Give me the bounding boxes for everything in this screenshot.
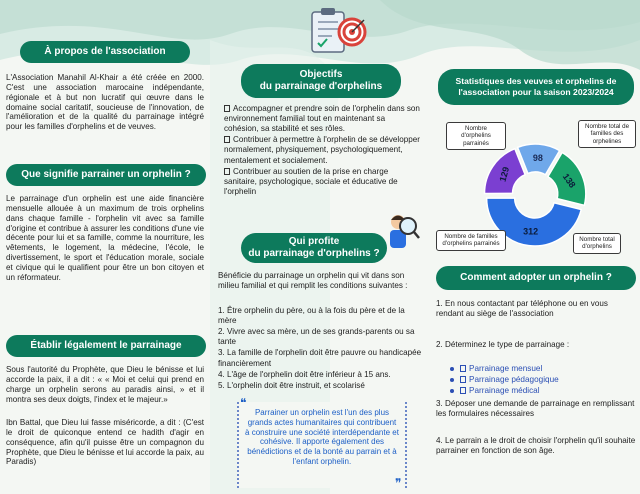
list-item: 1. Être orphelin du père, ou à la fois du père et de la mère	[218, 306, 405, 326]
list-item: 2. Vivre avec sa mère, un de ses grands-parents ou sa tante	[218, 327, 415, 347]
adopt-step-1: 1. En nous contactant par téléphone ou en vous rendant au siège de l'association	[436, 299, 608, 318]
beneficiary-heading: Qui profite du parrainage d'orphelins ?	[241, 233, 387, 263]
adopt-heading: Comment adopter un orphelin ?	[436, 266, 636, 290]
chart-data-label: 129	[497, 165, 512, 183]
left-panel	[0, 0, 210, 494]
adopt-step-4: 4. Le parrain a le droit de choisir l'orphelin qu'il souhaite parrainer en fonction de son âge.	[436, 436, 636, 455]
chart-data-label: 138	[560, 171, 578, 190]
chart-label-total-orphans: Nombre total d'orphelins	[573, 233, 621, 254]
legal-text-2: Ibn Battal, que Dieu lui fasse miséricorde, a dit : (C'est le droit de quiconque entend ce hadith d'agir en conséquence, afin qu'il puisse être un compagnon du Prophète, que Dieu le bénisse et lui accorde la paix, au Paradis)	[6, 418, 204, 467]
about-text: L'Association Manahil Al-Khair a été créée en 2000. C'est une association marocaine indépendante, régionale et à but non lucratif qui œuvre dans le domaine social caritatif, soucieuse de l'innovation, de l'amélioration et de la qualité du parrainage intégré pour les familles d'orphelins et de veuves.	[6, 73, 204, 132]
adopt-step-2: 2. Déterminez le type de parrainage :	[436, 340, 570, 349]
chart-label-orphans-sponsored: Nombre d'orphelins parrainés	[446, 122, 506, 150]
clipboard-target-icon	[310, 6, 368, 58]
quote-close-icon: ❞	[395, 476, 402, 490]
list-item: Contribuer au soutien de la prise en charge sanitaire, psychologique, sociale et éducative de l'orphelin	[224, 166, 398, 196]
meaning-text: Le parrainage d'un orphelin est une aide financière mensuelle allouée à un maximum de trois orphelins dans chaque famille - l'orphelin vit avec sa famille d'origine et contribue à assurer les conditions d'une vie décente pour lui et sa famille, comme la nourriture, les vêtements, le logement, la médecine, l'école, le divertissement, le sport et l'éducation morale, sociale et civique qui le qualifient pour être un bon citoyen et un réformateur.	[6, 194, 204, 282]
list-item: Parrainage médical	[450, 385, 559, 396]
list-item: Parrainage mensuel	[450, 363, 559, 374]
chart-label-families-sponsored: Nombre de familles d'orphelins parrainés	[436, 230, 506, 251]
meaning-heading: Que signifie parrainer un orphelin ?	[6, 164, 206, 186]
objectives-list	[224, 104, 420, 198]
adopt-step-3: 3. Déposer une demande de parrainage en remplissant les formulaires nécessaires	[436, 399, 635, 418]
legal-heading: Établir légalement le parrainage	[6, 335, 206, 357]
chart-label-total-families: Nombre total de familles des orphelines	[578, 120, 636, 148]
objectives-heading: Objectifs du parrainage d'orphelins	[241, 64, 401, 98]
list-item: Contribuer à permettre à l'orphelin de se développer normalement, physiquement, psychologiquement, mentalement et socialement.	[224, 135, 420, 165]
chart-data-label: 98	[532, 153, 543, 164]
stats-heading: Statistiques des veuves et orphelins de l'association pour la saison 2023/2024	[438, 69, 634, 105]
legal-text-1: Sous l'autorité du Prophète, que Dieu le bénisse et lui accorde la paix, il a dit : « « Moi et celui qui prend en charge un orphelin serons au paradis ainsi, » et il montra ses deux doigts, l'index et le majeur.»	[6, 365, 204, 404]
list-item: 4. L'âge de l'orphelin doit être inférieur à 15 ans.	[218, 369, 391, 379]
list-item: Parrainage pédagogique	[450, 374, 559, 385]
quote-text: Parrainer un orphelin est l'un des plus grands actes humanitaires qui contribuent à construire une société interdépendante et cohésive. Il apporte également des bénédictions et de la bonté au parrain et à l'enfant orphelin.	[245, 408, 399, 466]
about-heading: À propos de l'association	[20, 41, 190, 63]
person-magnifier-icon	[386, 212, 420, 250]
conditions-list	[218, 306, 422, 392]
list-item: Accompagner et prendre soin de l'orphelin dans son environnement familial tout en maintenant sa cohésion, sa stabilité et ses rôles.	[224, 104, 420, 134]
quote-box	[237, 402, 407, 488]
beneficiary-intro: Bénéficie du parrainage un orphelin qui vit dans son milieu familial et qui remplit les conditions suivantes :	[218, 271, 408, 290]
chart-data-label: 312	[523, 226, 539, 237]
quote-open-icon: ❝	[240, 396, 247, 410]
list-item: 5. L'orphelin doit être instruit, et scolarisé	[218, 380, 365, 390]
list-item: 3. La famille de l'orphelin doit être pauvre ou handicapée financièrement	[218, 348, 422, 368]
